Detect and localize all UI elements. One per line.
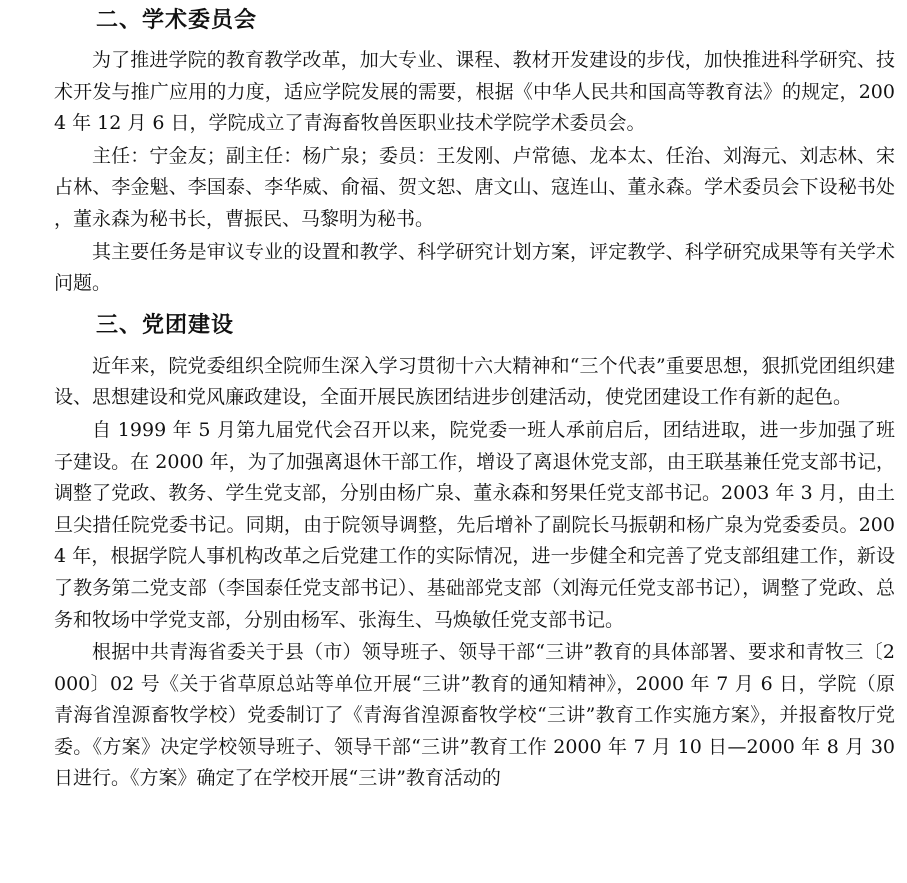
body-paragraph: 其主要任务是审议专业的设置和教学、科学研究计划方案，评定教学、科学研究成果等有关学术问题。 [54,240,895,295]
section-heading-academic-committee: 二、学术委员会 [96,8,258,33]
body-paragraph: 根据中共青海省委关于县（市）领导班子、领导干部“三讲”教育的具体部署、要求和青牧三〔2000〕02 号《关于省草原总站等单位开展“三讲”教育的通知精神》，2000 年 7 月 6 日，学院（原青海省湟源畜牧学校）党委制订了《青海省湟源畜牧学校“三讲”教育工作实施方案》，并报畜牧厅党委。《方案》决定学校领导班子、领导干部“三讲”教育工作 2000 年 7 月 10 日—2000 年 8 月 30 日进行。《方案》确定了在学校开展“三讲”教育活动的 [54,641,895,790]
body-paragraph: 主任：宁金友；副主任：杨广泉；委员：王发刚、卢常德、龙本太、任治、刘海元、刘志林、宋占林、李金魁、李国泰、李华威、俞福、贺文恕、唐文山、寇连山、董永森。学术委员会下设秘书处，董永森为秘书长，曹振民、马黎明为秘书。 [54,144,895,230]
body-paragraph: 近年来，院党委组织全院师生深入学习贯彻十六大精神和“三个代表”重要思想，狠抓党团组织建设、思想建设和党风廉政建设，全面开展民族团结进步创建活动，使党团建设工作有新的起色。 [54,354,895,409]
section-heading-party-league: 三、党团建设 [96,312,235,338]
body-paragraph: 为了推进学院的教育教学改革，加大专业、课程、教材开发建设的步伐，加快推进科学研究、技术开发与推广应用的力度，适应学院发展的需要，根据《中华人民共和国高等教育法》的规定，2004 年 12 月 6 日，学院成立了青海畜牧兽医职业技术学院学术委员会。 [54,49,895,135]
body-paragraph: 自 1999 年 5 月第九届党代会召开以来，院党委一班人承前启后，团结进取，进一步加强了班子建设。在 2000 年，为了加强离退休干部工作，增设了离退休党支部，由王联基兼任党支部书记，调整了党政、教务、学生党支部，分别由杨广泉、董永森和努果任党支部书记。2003 年 3 月，由土旦尖措任院党委书记。同期，由于院领导调整，先后增补了副院长马振朝和杨广泉为党委委员。2004 年，根据学院人事机构改革之后党建工作的实际情况，进一步健全和完善了党支部组建工作，新设了教务第二党支部（李国泰任党支部书记）、基础部党支部（刘海元任党支部书记），调整了党政、总务和牧场中学党支部，分别由杨军、张海生、马焕敏任党支部书记。 [54,418,895,631]
